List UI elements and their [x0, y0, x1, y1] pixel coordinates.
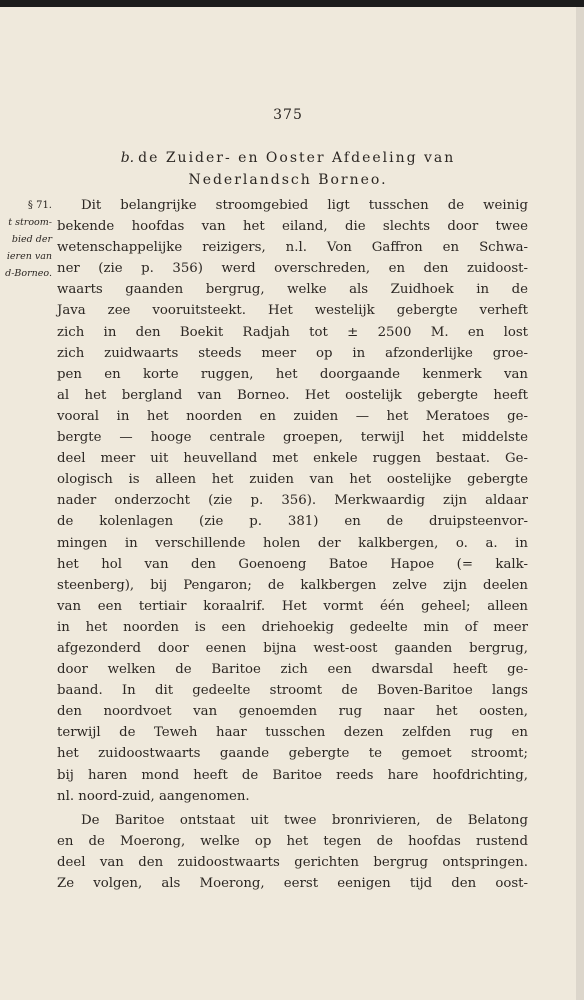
text-line: steenberg), bij Pengaron; de kalkbergen zelve zijn deelen — [57, 577, 528, 593]
text-line: Dit belangrijke stroomgebied ligt tusschen de weinig — [81, 198, 528, 213]
text-line: en de Moerong, welke op het tegen de hoofdas rustend — [57, 833, 528, 849]
text-line: den noordvoet van genoemden rug naar het oosten, — [57, 704, 528, 720]
text-line: deel meer uit heuvelland met enkele ruggen bestaat. Ge- — [57, 451, 528, 467]
heading-prefix: b. — [120, 150, 135, 166]
text-line: in het noorden is een driehoekig gedeelte min of meer — [57, 619, 528, 635]
text-line: zich in den Boekit Radjah tot ± 2500 M. en lost — [57, 324, 528, 340]
text-line: wetenschappelijke reizigers, n.l. Von Gaffron en Schwa- — [57, 240, 528, 256]
section-number: § 71. — [27, 200, 52, 211]
margin-note-line: bied der — [11, 234, 52, 245]
text-line: zich zuidwaarts steeds meer op in afzonderlijke groe- — [57, 345, 528, 361]
margin-note-line: ieren van — [6, 251, 52, 262]
text-line: deel van den zuidoostwaarts gerichten bergrug ontspringen. — [57, 854, 528, 870]
margin-note — [0, 197, 52, 282]
text-line: Java zee vooruitsteekt. Het westelijk gebergte verheft — [57, 303, 528, 319]
text-line: baand. In dit gedeelte stroomt de Boven-Baritoe langs — [57, 683, 528, 699]
heading-line-1 — [50, 147, 526, 169]
text-line: het hol van den Goenoeng Batoe Hapoe (= kalk- — [57, 556, 528, 572]
text-line: de kolenlagen (zie p. 381) en de druipsteenvor- — [57, 514, 528, 530]
text-line: afgezonderd door eenen bijna west-oost gaanden bergrug, — [57, 640, 528, 656]
book-page — [0, 7, 576, 1000]
margin-note-line: t stroom- — [8, 217, 52, 228]
text-line: vooral in het noorden en zuiden — het Meratoes ge- — [57, 408, 528, 424]
text-line: waarts gaanden bergrug, welke als Zuidhoek in de — [57, 282, 528, 298]
text-line: van een tertiair koraalrif. Het vormt één geheel; alleen — [57, 598, 528, 614]
page-number: 375 — [273, 107, 303, 123]
margin-note-line: d-Borneo. — [5, 268, 52, 279]
text-line: ner (zie p. 356) werd overschreden, en den zuidoost- — [57, 261, 528, 277]
text-line: nl. noord-zuid, aangenomen. — [57, 788, 250, 804]
text-line: bekende hoofdas van het eiland, die slechts door twee — [57, 219, 528, 235]
page-edge — [576, 7, 584, 1000]
text-line: nader onderzocht (zie p. 356). Merkwaardig zijn aldaar — [57, 493, 528, 509]
text-line: bij haren mond heeft de Baritoe reeds hare hoofdrichting, — [57, 767, 528, 783]
text-line: door welken de Baritoe zich een dwarsdal heeft ge- — [57, 662, 528, 678]
heading-line-2: Nederlandsch Borneo. — [188, 172, 388, 188]
section-heading — [50, 147, 526, 191]
body-text — [57, 195, 528, 894]
text-line: pen en korte ruggen, het doorgaande kenmerk van — [57, 366, 528, 382]
text-line: ologisch is alleen het zuiden van het oostelijke gebergte — [57, 472, 528, 488]
text-line: mingen in verschillende holen der kalkbergen, o. a. in — [57, 535, 528, 551]
heading-text-1: de Zuider- en Ooster Afdeeling van — [138, 150, 456, 166]
text-line: het zuidoostwaarts gaande gebergte te gemoet stroomt; — [57, 746, 528, 762]
text-line: bergte — hooge centrale groepen, terwijl het middelste — [57, 430, 528, 446]
text-line: terwijl de Teweh haar tusschen dezen zelfden rug en — [57, 725, 528, 741]
text-line: Ze volgen, als Moerong, eerst eenigen tijd den oost- — [57, 876, 528, 891]
text-line: De Baritoe ontstaat uit twee bronrivieren, de Belatong — [81, 812, 528, 828]
text-line: al het bergland van Borneo. Het oostelijk gebergte heeft — [57, 387, 528, 403]
